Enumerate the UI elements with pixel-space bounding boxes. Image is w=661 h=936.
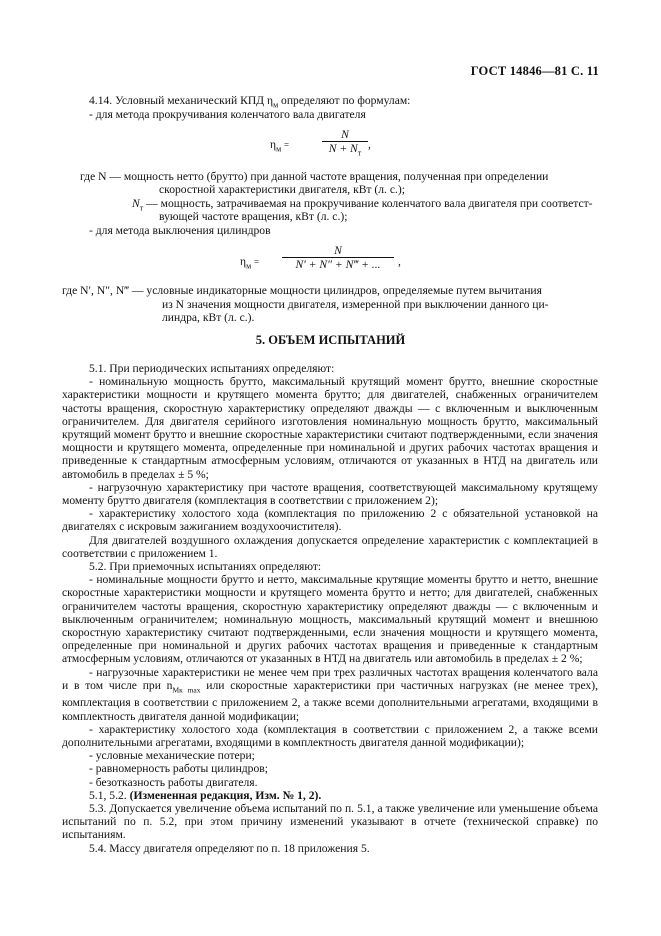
- method-2-label: - для метода выключения цилиндров: [89, 224, 271, 237]
- clause-5-2-item-4: - условные механические потери;: [89, 749, 255, 763]
- definition-cylinders-end: линдра, кВт (л. с.).: [162, 311, 255, 324]
- formula-1-lhs: $\eta_м$ =: [270, 138, 290, 154]
- page-header: ГОСТ 14846—81 С. 11: [470, 64, 599, 78]
- definition-nt: $N_т$ — мощность, затрачиваемая на прокручивание коленчатого вала двигателя при соответст-: [132, 197, 593, 213]
- formula-1-comma: ,: [368, 138, 371, 151]
- clause-4-14-title: 4.14. Условный механический КПД $\eta_м$ определяют по формулам:: [89, 94, 411, 110]
- clause-5-2-item-1: - номинальные мощности брутто и нетто, максимальные крутящие моменты брутто и нетто, внешние скоростные характеристики мощности и крутящего момента брутто и нетто; для двигателей, снабженных ограничителем частоты вращения, скоростную характеристику определяют дважды — с включенным и выключенным ограничителем; номинальную мощность, максимальный крутящий момент и внешнюю скоростную характеристику считают подтвержденными, если значения мощности и крутящего момента, определенные при номинальной и других рабочих частотах вращения и приведенные к стандартным атмосферным условиям, отличаются от указанных в НТД на двигатель или автомобиль в пределах ± 2 %;: [62, 573, 598, 666]
- clause-5-2-item-2: - нагрузочные характеристики не менее чем при трех различных частотах вращения коленчатого вала и в том числе при $n_{Mк max}$ или скоростные характеристики при частичных нагрузках (не менее трех), комплектация в соответствии с приложением 2, а также всеми дополнительными агрегатами, входящими в комплектность двигателя данной модификации;: [62, 665, 598, 723]
- definition-cylinders: где N′, N″, N‴ — условные индикаторные мощности цилиндров, определяемые путем вычитания: [62, 284, 542, 297]
- formula-2-fraction: N N′ + N″ + N‴ + ...: [282, 244, 394, 271]
- definition-cylinders-cont: из N значения мощности двигателя, измеренной при выключении данного ци-: [162, 298, 549, 311]
- definition-n-cont: скоростной характеристики двигателя, кВт (л. с.);: [159, 183, 405, 196]
- formula-1-fraction: N $N + N_т$: [322, 128, 368, 157]
- clause-5-2-item-6: - безотказность работы двигателя.: [89, 775, 258, 789]
- method-1-label: - для метода прокручивания коленчатого вала двигателя: [89, 108, 366, 121]
- amendment-note: 5.1, 5.2. (Измененная редакция, Изм. № 1, 2).: [89, 788, 322, 802]
- clause-5-1: 5.1. При периодических испытаниях определяют:: [89, 362, 335, 375]
- clause-5-3: 5.3. Допускается увеличение объема испытаний по п. 5.1, а также увеличение или уменьшение объема испытаний по п. 5.2, при этом причину изменений указывают в отчете (технической справке) по испытаниям.: [62, 802, 598, 842]
- clause-5-2: 5.2. При приемочных испытаниях определяют:: [89, 560, 322, 574]
- clause-5-1-note: Для двигателей воздушного охлаждения допускается определение характеристик с комплектацией в соответствии с приложением 1.: [62, 533, 598, 560]
- clause-5-1-item-2: - нагрузочную характеристику при частоте вращения, соответствующей максимальному крутящему моменту брутто двигателя (комплектация в соответствии с приложением 2);: [62, 480, 598, 508]
- formula-2-lhs: $\eta_м$ =: [240, 255, 260, 271]
- formula-2-comma: ,: [398, 255, 401, 268]
- clause-5-1-item-1: - номинальную мощность брутто, максимальный крутящий момент брутто, внешние скоростные характеристики мощности и крутящего момента брутто; для двигателей, снабженных ограничителем частоты вращения, скоростную характеристику определяют дважды — с включенным и выключенным ограничителем. Для двигателя серийного изготовления номинальную мощность брутто, максимальный крутящий момент брутто и внешние скоростные характеристики считают подтвержденными, если значения мощности и крутящего момента, определенные при номинальной и других рабочих частотах вращения и приведенные к стандартным атмосферным условиям, отличаются от указанных в НТД на двигатель или автомобиль в пределах ± 5 %;: [62, 375, 598, 481]
- clause-5-4: 5.4. Массу двигателя определяют по п. 18 приложения 5.: [89, 841, 370, 855]
- clause-5-2-item-3: - характеристику холостого хода (комплектация в соответствии с приложением 2, а также всеми дополнительными агрегатами, входящими в комплектность двигателя данной модификации);: [62, 722, 598, 749]
- section-5-heading: 5. ОБЪЕМ ИСПЫТАНИЙ: [255, 333, 406, 347]
- definition-nt-cont: вующей частоте вращения, кВт (л. с.);: [159, 210, 348, 223]
- section-5-body: [62, 362, 598, 855]
- definition-n: где N — мощность нетто (брутто) при данной частоте вращения, полученная при определении: [80, 170, 549, 183]
- clause-5-2-item-5: - равномерность работы цилиндров;: [89, 762, 268, 776]
- clause-5-1-item-3: - характеристику холостого хода (комплектация по приложению 2 с обязательной установкой на двигателях с искровым зажиганием воздухоочистителя).: [62, 507, 598, 534]
